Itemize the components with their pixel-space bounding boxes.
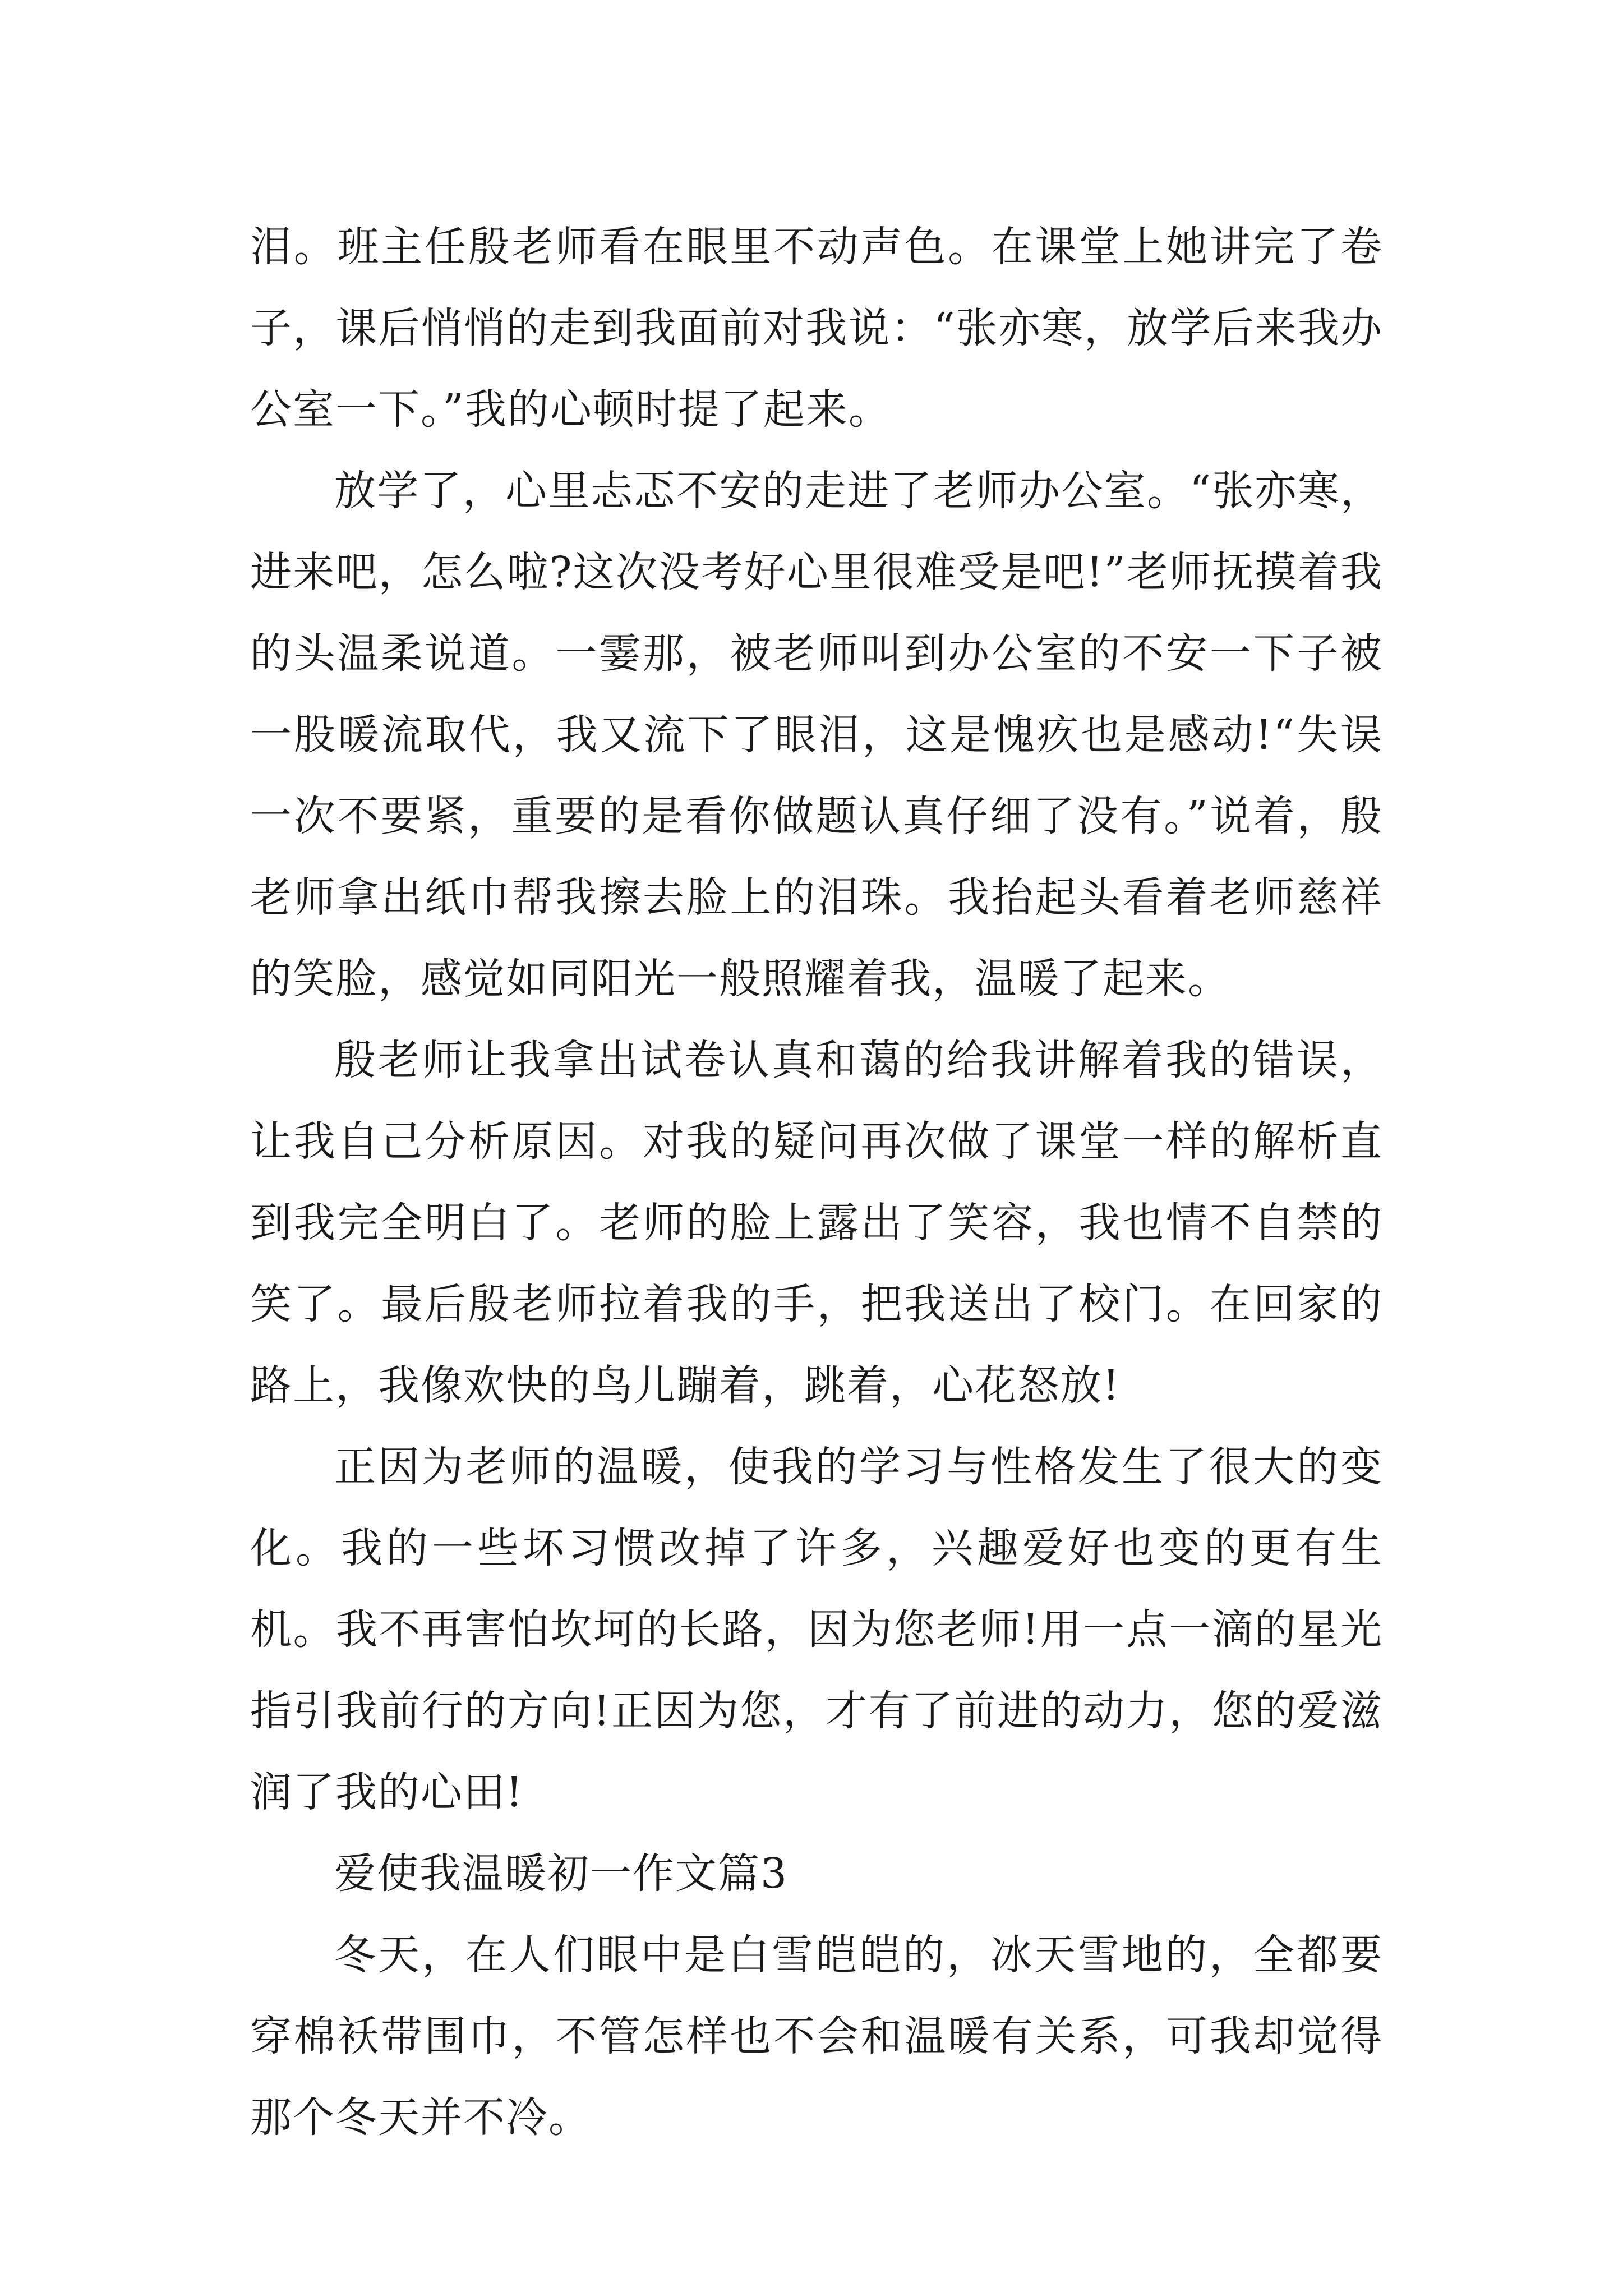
- paragraph-test-review: 殷老师让我拿出试卷认真和蔼的给我讲解着我的错误，让我自己分析原因。对我的疑问再次做了课堂一样的解析直到我完全明白了。老师的脸上露出了笑容，我也情不自禁的笑了。最后殷老师拉着我的手，把我送出了校门。在回家的路上，我像欢快的鸟儿蹦着，跳着，心花怒放!: [250, 1036, 1383, 1410]
- document-body: [250, 206, 1383, 2159]
- paragraph-office-visit: 放学了，心里忐忑不安的走进了老师办公室。“张亦寒，进来吧，怎么啦?这次没考好心里很难受是吧!”老师抚摸着我的头温柔说道。一霎那，被老师叫到办公室的不安一下子被一股暖流取代，我又流下了眼泪，这是愧疚也是感动!“失误一次不要紧，重要的是看你做题认真仔细了没有。”说着，殷老师拿出纸巾帮我擦去脸上的泪珠。我抬起头看着老师慈祥的笑脸，感觉如同阳光一般照耀着我，温暖了起来。: [250, 467, 1383, 1003]
- paragraph-changes: 正因为老师的温暖，使我的学习与性格发生了很大的变化。我的一些坏习惯改掉了许多，兴趣爱好也变的更有生机。我不再害怕坎坷的长路，因为您老师!用一点一滴的星光指引我前行的方向!正因为您，才有了前进的动力，您的爱滋润了我的心田!: [250, 1443, 1383, 1816]
- section-heading: 爱使我温暖初一作文篇3: [334, 1849, 789, 1898]
- paragraph-continued: 泪。班主任殷老师看在眼里不动声色。在课堂上她讲完了卷子，课后悄悄的走到我面前对我说：“张亦寒，放学后来我办公室一下。”我的心顿时提了起来。: [250, 223, 1383, 434]
- paragraph-winter: 冬天，在人们眼中是白雪皑皑的，冰天雪地的，全都要穿棉袄带围巾，不管怎样也不会和温暖有关系，可我却觉得那个冬天并不冷。: [250, 1931, 1383, 2142]
